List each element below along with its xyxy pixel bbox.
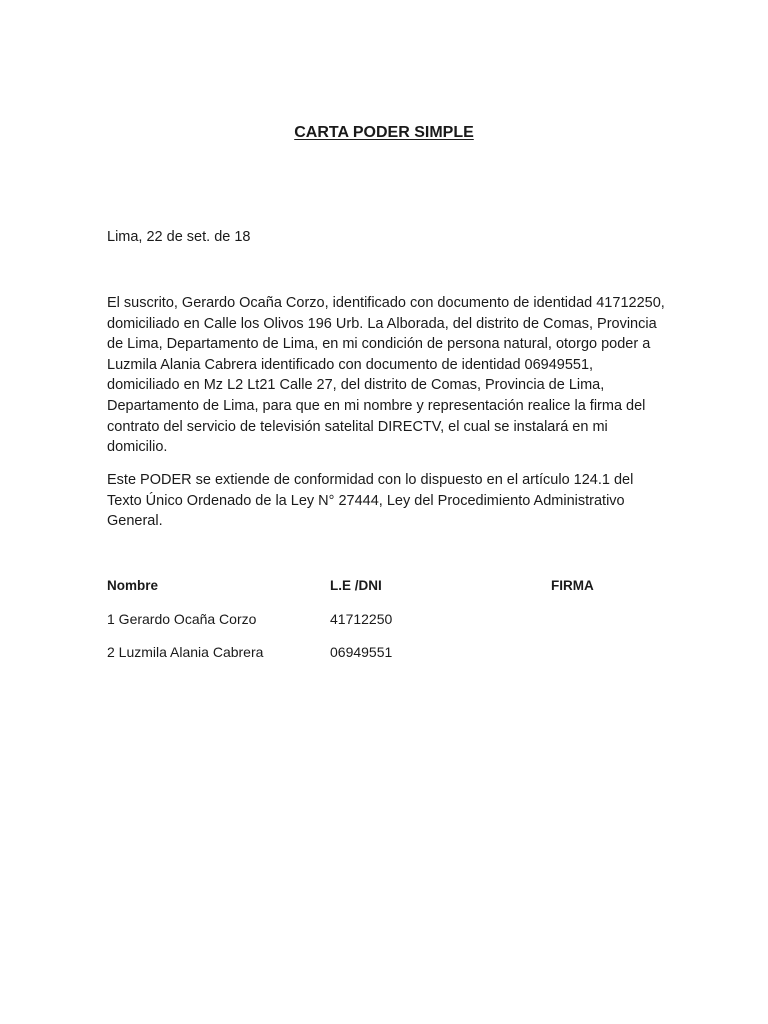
date-line: Lima, 22 de set. de 18 — [107, 229, 251, 245]
header-firma: FIRMA — [551, 578, 594, 593]
table-row — [107, 611, 667, 644]
header-nombre: Nombre — [107, 578, 159, 593]
header-dni: L.E /DNI — [330, 578, 382, 593]
table-header-row — [107, 578, 667, 611]
signatories-table — [107, 578, 667, 677]
row-1-dni: 41712250 — [330, 611, 393, 627]
row-2-dni: 06949551 — [330, 644, 393, 660]
body-paragraph-legal: Este PODER se extiende de conformidad con lo dispuesto en el artículo 124.1 del Texto Único Ordenado de la Ley N° 27444, Ley del Procedimiento Administrativo General. — [107, 472, 634, 530]
row-1-nombre: 1 Gerardo Ocaña Corzo — [107, 611, 257, 627]
table-row — [107, 644, 667, 677]
document-title-text: CARTA PODER SIMPLE — [294, 124, 474, 141]
document-title — [0, 124, 768, 142]
body-paragraph-grant: El suscrito, Gerardo Ocaña Corzo, identificado con documento de identidad 41712250, domiciliado en Calle los Olivos 196 Urb. La Alborada, del distrito de Comas, Provincia de Lima, Departamento de Lima, en mi condición de persona natural, otorgo poder a Luzmila Alania Cabrera identificado con documento de identidad 06949551, domiciliado en Mz L2 Lt21 Calle 27, del distrito de Comas, Provincia de Lima, Departamento de Lima, para que en mi nombre y representación realice la firma del contrato del servicio de televisión satelital DIRECTV, el cual se instalará en mi domicilio. — [107, 295, 665, 456]
row-2-nombre: 2 Luzmila Alania Cabrera — [107, 644, 264, 660]
